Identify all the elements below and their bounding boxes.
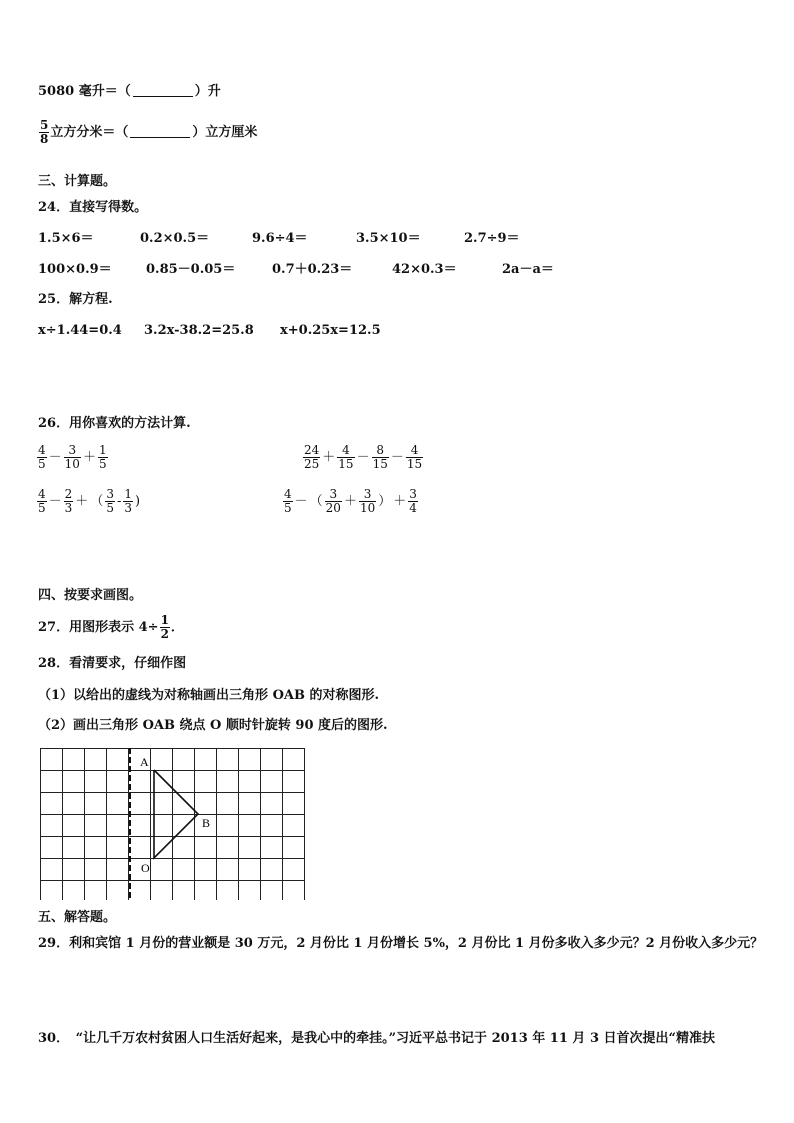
operator: （ [309, 493, 323, 509]
fraction [105, 488, 115, 515]
operator: ） [378, 493, 392, 509]
numerator: 1 [124, 487, 133, 501]
numerator: 2 [64, 487, 73, 501]
numerator: 3 [68, 443, 77, 457]
q24-item: 1.5×6＝ [38, 231, 94, 246]
numerator: 1 [160, 613, 169, 627]
question-cubic [38, 119, 257, 146]
denominator: 5 [38, 501, 46, 515]
denominator: 5 [106, 501, 114, 515]
fraction [160, 614, 170, 641]
q28-part-2: （2）画出三角形 OAB 绕点 O 顺时针旋转 90 度后的图形. [38, 718, 388, 733]
q26-expression-2 [302, 444, 424, 471]
denominator: 3 [124, 501, 133, 515]
section-5-heading: 五、解答题。 [38, 910, 117, 925]
operator: ＋ [82, 449, 96, 465]
q24-item: 2a－a＝ [502, 262, 554, 277]
operator: - [116, 493, 122, 509]
fraction [123, 488, 133, 515]
fraction [37, 444, 47, 471]
denominator: 25 [304, 457, 320, 471]
q26-expression-1 [36, 444, 109, 471]
numerator: 4 [342, 443, 350, 457]
q24-item: 0.2×0.5＝ [140, 231, 210, 246]
q30: 30． “让几千万农村贫困人口生活好起来，是我心中的牵挂。”习近平总书记于 2013 年 11 月 3 日首次提出“精准扶 [38, 1031, 715, 1046]
grid-figure[interactable] [40, 748, 310, 900]
q24-item: 42×0.3＝ [392, 262, 457, 277]
q24-item: 0.7＋0.23＝ [272, 262, 353, 277]
q24-item: 3.5×10＝ [356, 231, 421, 246]
denominator: 5 [38, 457, 46, 471]
text: 立方分米＝（ [50, 125, 129, 140]
denominator: 10 [64, 457, 80, 471]
denominator: 3 [64, 501, 73, 515]
fraction [64, 488, 74, 515]
denominator: 2 [160, 627, 169, 641]
operator: － [48, 449, 62, 465]
operator: ＋ [322, 449, 336, 465]
fraction [283, 488, 293, 515]
operator: ) [135, 493, 141, 509]
label-a: A [140, 755, 149, 769]
label-o: O [141, 861, 150, 875]
q26-title: 26．用你喜欢的方法计算. [38, 416, 191, 431]
denominator: 15 [372, 457, 388, 471]
q25-equation: x+0.25x=12.5 [280, 323, 381, 338]
numerator: 4 [38, 487, 46, 501]
denominator: 8 [40, 132, 49, 146]
denominator: 10 [359, 501, 376, 515]
q24-item: 0.85－0.05＝ [146, 262, 236, 277]
numerator: 3 [363, 487, 372, 501]
q25-equation: x÷1.44=0.4 [38, 323, 122, 338]
numerator: 3 [106, 487, 114, 501]
fraction [64, 444, 81, 471]
q27 [38, 614, 184, 641]
fraction [37, 488, 47, 515]
operator: － [356, 449, 370, 465]
operator: － [48, 493, 62, 509]
text: ）升 [194, 84, 221, 99]
fraction [337, 444, 354, 471]
label-b: B [202, 816, 211, 830]
fraction [406, 444, 423, 471]
operator: － [390, 449, 404, 465]
text: ）立方厘米 [192, 125, 258, 140]
fraction [325, 488, 342, 515]
fraction [372, 444, 389, 471]
answer-blank[interactable] [130, 125, 190, 138]
denominator: 5 [284, 501, 292, 515]
q24-item: 9.6÷4＝ [252, 231, 308, 246]
numerator: 4 [38, 443, 46, 457]
numerator: 4 [410, 443, 419, 457]
q28-part-1: （1）以给出的虚线为对称轴画出三角形 OAB 的对称图形. [38, 688, 380, 703]
q24-item: 2.7÷9＝ [464, 231, 520, 246]
numerator: 24 [304, 443, 320, 457]
denominator: 20 [325, 501, 341, 515]
numerator: 4 [284, 487, 292, 501]
operator: － [294, 493, 308, 509]
text: 5080 毫升＝（ [38, 84, 131, 99]
fraction [303, 444, 320, 471]
numerator: 3 [329, 487, 338, 501]
operator: ＋ [393, 493, 407, 509]
operator: ＋ [75, 493, 89, 509]
operator: （ [90, 493, 104, 509]
numerator: 1 [98, 443, 107, 457]
denominator: 15 [338, 457, 354, 471]
fraction [408, 488, 418, 515]
section-3-heading: 三、计算题。 [38, 174, 117, 189]
numerator: 5 [40, 118, 49, 132]
q28-title: 28．看清要求，仔细作图 [38, 656, 187, 671]
q24-title: 24．直接写得数。 [38, 200, 148, 215]
grid-svg [40, 748, 310, 900]
numerator: 3 [409, 487, 417, 501]
operator: ＋ [343, 493, 357, 509]
text: ． [170, 620, 184, 635]
q29: 29．利和宾馆 1 月份的营业额是 30 万元，2 月份比 1 月份增长 5%，2 月份比 1 月份多收入多少元？2 月份收入多少元？ [38, 936, 764, 951]
fraction [98, 444, 108, 471]
q24-item: 100×0.9＝ [38, 262, 112, 277]
section-4-heading: 四、按要求画图。 [38, 588, 143, 603]
q26-expression-3 [36, 488, 141, 515]
fraction [359, 488, 376, 515]
q25-title: 25．解方程. [38, 292, 113, 307]
numerator: 8 [376, 443, 385, 457]
text: 27．用图形表示 4÷ [38, 620, 159, 635]
q25-equation: 3.2x-38.2=25.8 [144, 323, 254, 338]
q26-expression-4 [282, 488, 419, 515]
denominator: 15 [406, 457, 423, 471]
denominator: 4 [409, 501, 417, 515]
answer-blank[interactable] [133, 84, 193, 97]
denominator: 5 [98, 457, 107, 471]
fraction [39, 119, 49, 146]
question-liters [38, 84, 221, 100]
